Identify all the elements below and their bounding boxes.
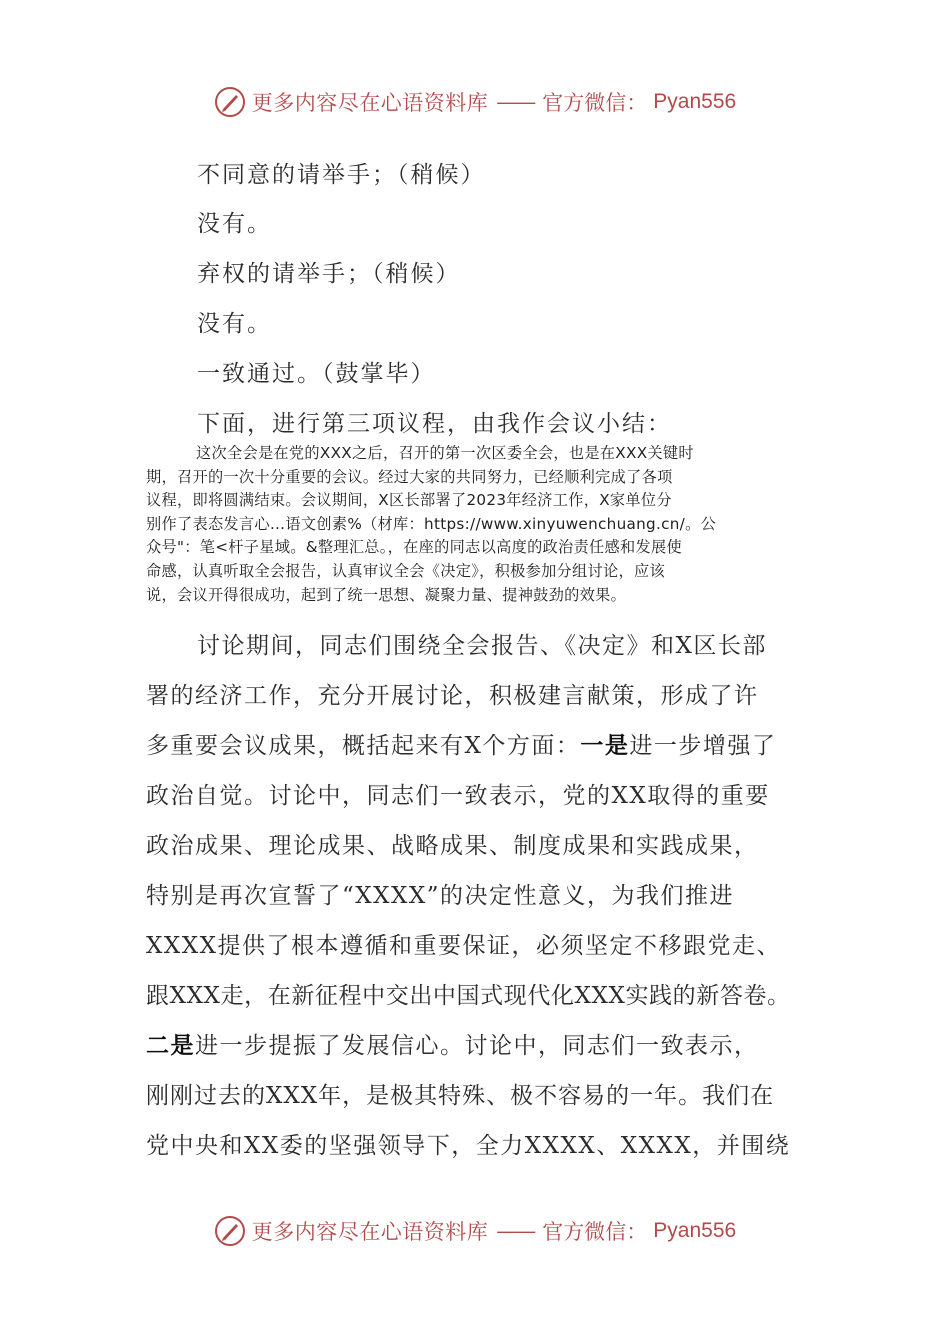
dialogue-line: 一致通过。（鼓掌毕） <box>197 361 436 387</box>
discussion-line <box>146 727 776 760</box>
discussion-line: 跟XXX走，在新征程中交出中国式现代化XXX实践的新答卷。 <box>146 983 791 1009</box>
discussion-text: 多重要会议成果，概括起来有X个方面： <box>146 733 581 759</box>
header-banner <box>0 82 950 122</box>
discussion-line: 署的经济工作，充分开展讨论，积极建言献策，形成了许 <box>146 683 759 709</box>
banner-separator: —— <box>496 90 535 114</box>
summary-line: 命感，认真听取全会报告，认真审议全会《决定》，积极参加分组讨论，应该 <box>146 561 665 580</box>
summary-line: 期，召开的一次十分重要的会议。经过大家的共同努力，已经顺利完成了各项 <box>146 467 673 486</box>
banner-wechat-label: 官方微信： <box>542 1220 648 1244</box>
dialogue-line: 没有。 <box>197 311 272 337</box>
banner-wechat-label: 官方微信： <box>542 91 648 115</box>
summary-line: 说，会议开得很成功，起到了统一思想、凝聚力量、提神鼓劲的效果。 <box>146 585 627 604</box>
summary-line: 这次全会是在党的XXX之后，召开的第一次区委全会，也是在XXX关键时 <box>196 444 694 462</box>
dialogue-line: 弃权的请举手；（稍候） <box>197 261 461 287</box>
discussion-line: XXXX提供了根本遵循和重要保证，必须坚定不移跟党走、 <box>146 933 781 959</box>
dialogue-line: 没有。 <box>197 211 272 237</box>
summary-line: 别作了表态发言心…语文创素%（材库：https://www.xinyuwenchuang.cn/。公 <box>146 514 717 533</box>
discussion-line: 政治自觉。讨论中，同志们一致表示，党的XX取得的重要 <box>146 783 770 809</box>
footer-banner <box>0 1211 950 1251</box>
discussion-line: 特别是再次宣誓了“XXXX”的决定性意义，为我们推进 <box>146 883 735 909</box>
discussion-text: 进一步提振了发展信心。讨论中，同志们一致表示， <box>195 1033 759 1059</box>
summary-line: 议程，即将圆满结束。会议期间，X区长部署了2023年经济工作，X家单位分 <box>146 491 672 510</box>
summary-paragraph <box>146 442 806 607</box>
summary-line: 众号"：笔<杆子星域。&整理汇总。，在座的同志以高度的政治责任感和发展使 <box>146 538 682 557</box>
point-two-marker: 二是 <box>146 1033 195 1059</box>
dialogue-line: 下面，进行第三项议程，由我作会议小结： <box>197 411 672 437</box>
quill-logo-icon <box>214 1215 246 1247</box>
discussion-line: 政治成果、理论成果、战略成果、制度成果和实践成果， <box>146 833 759 859</box>
quill-logo-icon <box>214 86 246 118</box>
point-one-marker: 一是 <box>580 733 630 759</box>
discussion-line <box>146 1027 759 1060</box>
banner-wechat-handle: Pyan556 <box>653 90 737 113</box>
banner-slogan: 更多内容尽在心语资料库 <box>251 91 489 115</box>
banner-slogan: 更多内容尽在心语资料库 <box>251 1220 489 1244</box>
discussion-text: 进一步增强了 <box>629 733 777 759</box>
discussion-line: 刚刚过去的XXX年，是极其特殊、极不容易的一年。我们在 <box>146 1083 775 1109</box>
discussion-line: 党中央和XX委的坚强领导下，全力XXXX、XXXX，并围绕 <box>146 1133 791 1159</box>
discussion-line: 讨论期间，同志们围绕全会报告、《决定》和X区长部 <box>197 633 767 659</box>
banner-separator: —— <box>496 1219 535 1243</box>
banner-wechat-handle: Pyan556 <box>653 1219 737 1242</box>
dialogue-line: 不同意的请举手；（稍候） <box>197 162 486 188</box>
